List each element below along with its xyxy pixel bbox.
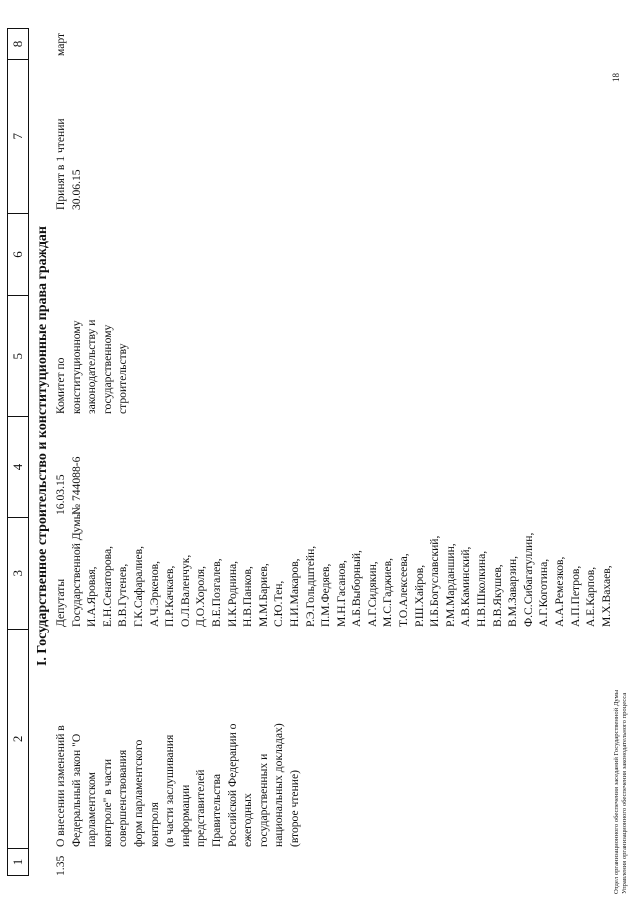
bill-title-line: форм парламентского: [131, 739, 145, 847]
initiator-line: А.Б.Выборный,: [350, 550, 364, 627]
initiator-line: А.Е.Карпов,: [584, 566, 598, 627]
bill-title-line: Федеральный закон "О: [69, 733, 83, 847]
bill-title-line: О внесении изменений в: [54, 725, 67, 847]
column-number-5: 5: [8, 295, 28, 416]
bill-title-line: представителей: [194, 769, 208, 847]
footer-line-1: Отдел организационного обеспечения заседаний Государственной Думы: [613, 689, 620, 894]
initiator-line: А.Ч.Эркенов,: [147, 560, 161, 627]
initiator-line: В.В.Гутенев,: [116, 563, 130, 627]
footer-line-2: Управления организационного обеспечения законодательного процесса: [621, 692, 628, 894]
initiator-line: М.С.Гаджиев,: [381, 557, 395, 627]
initiator-line: М.Х.Вахаев,: [599, 565, 613, 627]
bill-title-line: ежегодных: [241, 793, 255, 847]
committee-line: государственному: [100, 324, 114, 414]
bill-title-line: (второе чтение): [287, 770, 301, 847]
bill-title-line: контроля: [147, 802, 161, 847]
initiator-line: Депутаты: [54, 578, 67, 627]
column-number-1: 1: [8, 848, 28, 875]
rotated-table-page: [1, 1, 639, 904]
column-number-8: 8: [10, 40, 25, 48]
initiator-line: Н.И.Макаров,: [287, 558, 301, 627]
initiator-line: И.К.Роднина,: [225, 560, 239, 627]
bill-title-line: Правительства: [209, 774, 223, 847]
initiator-line: А.Г.Сидякин,: [365, 561, 379, 627]
initiator-line: И.А.Яровая,: [85, 566, 99, 627]
bill-title-line: государственных и: [256, 753, 270, 847]
initiator-line: В.Е.Позгалев,: [209, 558, 223, 627]
initiator-line: В.В.Якушев,: [490, 564, 504, 627]
bill-title-line: (в части заслушивания: [163, 734, 177, 847]
registration-info: [53, 416, 614, 517]
bill-title-line: информации: [178, 784, 192, 847]
table-row: [53, 28, 614, 876]
bill-title-line: парламентском: [85, 772, 99, 847]
column-number-7: 7: [8, 59, 28, 213]
registration-line: 16.03.15: [54, 474, 67, 515]
initiator-line: А.П.Петров,: [568, 565, 582, 627]
column-number-header: [7, 28, 29, 876]
status-line: 30.06.15: [69, 169, 83, 210]
responsible-committee: [53, 295, 614, 416]
initiator-line: Н.В.Панков,: [241, 566, 255, 627]
column-number-2: 2: [8, 629, 28, 848]
initiator-line: М.М.Бариев,: [256, 563, 270, 627]
initiator-line: Государственной Думы: [69, 511, 83, 627]
scheduled-month: март: [54, 32, 67, 56]
committee-line: законодательству и: [85, 319, 99, 414]
bill-title-line: контроле" в части: [100, 758, 114, 847]
column-number-6: 6: [8, 213, 28, 296]
initiator-line: Р.Ш.Хайров,: [412, 564, 426, 627]
column-number-3: 3: [8, 517, 28, 629]
footer-department: [613, 690, 629, 894]
section-title: I. Государственное строительство и конституционные права граждан: [35, 226, 50, 667]
page-number: 18: [611, 73, 621, 82]
initiator-line: В.М.Заварзин,: [506, 555, 520, 627]
initiator-line: Е.Н.Сенаторова,: [100, 546, 114, 627]
initiator-line: И.Б.Богуславский,: [428, 535, 442, 627]
initiator-line: Г.К.Сафаралиев,: [131, 545, 145, 627]
bill-title-line: Российской Федерации о: [225, 723, 239, 847]
initiator-line: С.Ю.Тен,: [272, 580, 286, 627]
initiator-line: П.М.Федяев,: [319, 563, 333, 627]
bill-title-line: национальных докладах): [272, 723, 286, 847]
initiator-line: М.Н.Гасанов,: [334, 560, 348, 627]
initiator-line: Р.Э.Гольдштейн,: [303, 545, 317, 627]
reading-status: [53, 58, 614, 212]
bill-title-line: совершенствования: [116, 749, 130, 847]
initiator-line: Н.В.Школкина,: [475, 550, 489, 627]
bill-title: [53, 629, 614, 849]
committee-line: строительству: [116, 343, 130, 414]
registration-line: № 744088-6: [69, 456, 83, 515]
initiator-line: А.Г.Коготина,: [537, 558, 551, 627]
status-line: Принят в 1 чтении: [54, 118, 67, 210]
initiators-list: [53, 511, 614, 629]
initiator-line: Д.О.Хороля,: [194, 566, 208, 627]
initiator-line: П.Р.Качкаев,: [163, 565, 177, 627]
column-number-4: 4: [8, 416, 28, 517]
initiator-line: А.В.Каминский,: [459, 546, 473, 627]
committee-line: конституционному: [69, 320, 83, 414]
initiator-line: О.Л.Валенчук,: [178, 554, 192, 627]
initiator-line: Ф.С.Сибагатуллин,: [521, 532, 535, 627]
column-6-cell: [53, 212, 614, 295]
initiator-line: Р.М.Марданшин,: [443, 543, 457, 627]
initiator-line: А.А.Ремезков,: [553, 556, 566, 627]
item-number: 1.35: [54, 855, 67, 876]
committee-line: Комитет по: [54, 357, 67, 414]
initiator-line: Т.О.Алексеева,: [397, 553, 411, 627]
